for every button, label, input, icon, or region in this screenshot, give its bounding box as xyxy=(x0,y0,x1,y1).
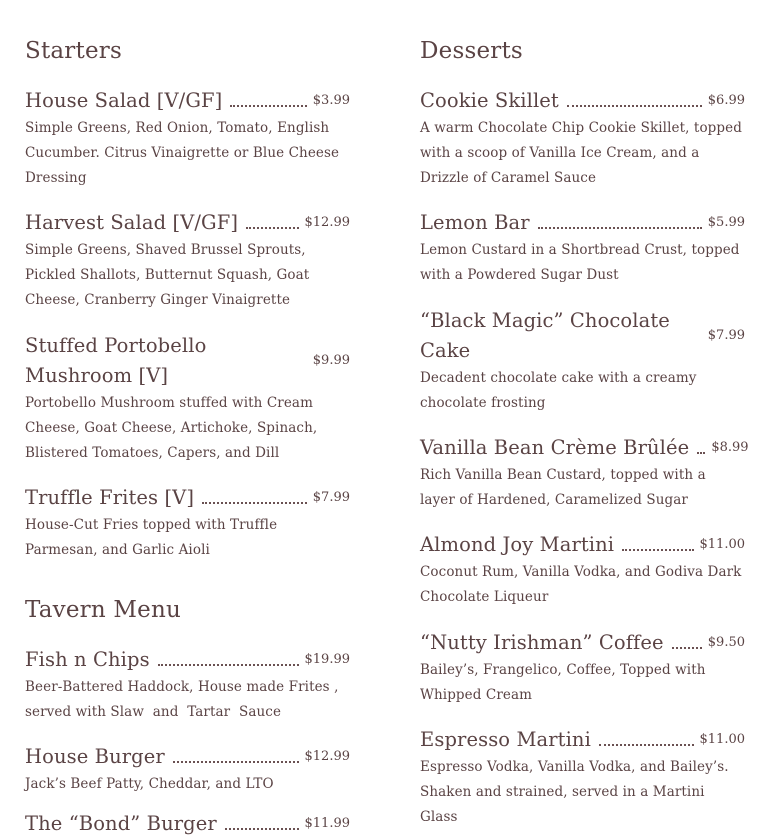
dot-leader xyxy=(697,452,705,454)
item-description: Lemon Custard in a Shortbread Crust, topped with a Powdered Sugar Dust xyxy=(420,242,740,283)
menu-item-truffle-frites xyxy=(25,483,350,563)
item-name: Harvest Salad [V/GF] xyxy=(25,211,239,234)
dot-leader xyxy=(672,647,702,649)
item-name: Fish n Chips xyxy=(25,648,150,671)
item-price: $7.99 xyxy=(707,328,745,343)
menu-item-harvest-salad xyxy=(25,208,350,313)
item-name: Espresso Martini xyxy=(420,728,591,751)
dot-leader xyxy=(225,828,299,830)
item-price: $6.99 xyxy=(707,93,745,108)
item-description: Portobello Mushroom stuffed with Cream Cheese, Goat Cheese, Artichoke, Spinach, Blistered Tomatoes, Capers, and Dill xyxy=(25,395,318,461)
item-price: $3.99 xyxy=(312,93,350,108)
menu-item-nutty-irishman xyxy=(420,628,745,708)
item-price: $12.99 xyxy=(304,215,350,230)
item-name: House Burger xyxy=(25,745,165,768)
item-description: House-Cut Fries topped with Truffle Parmesan, and Garlic Aioli xyxy=(25,517,278,558)
menu-item-black-magic-cake xyxy=(420,306,745,416)
item-price: $11.00 xyxy=(699,732,745,747)
item-name: Stuffed Portobello Mushroom [V] xyxy=(25,334,207,387)
item-name: Truffle Frites [V] xyxy=(25,486,195,509)
dot-leader xyxy=(202,502,307,504)
menu-item-bond-burger xyxy=(25,809,350,839)
item-price: $11.99 xyxy=(304,816,350,831)
item-name: Cookie Skillet xyxy=(420,89,559,112)
item-description: Rich Vanilla Bean Custard, topped with a layer of Hardened, Caramelized Sugar xyxy=(420,467,706,508)
menu-item-almond-joy-martini xyxy=(420,530,745,610)
item-description: Jack’s Beef Patty, Cheddar, and LTO xyxy=(25,776,274,792)
item-price: $7.99 xyxy=(312,490,350,505)
dot-leader xyxy=(599,744,694,746)
dot-leader xyxy=(538,227,702,229)
item-description: Simple Greens, Shaved Brussel Sprouts, Pickled Shallots, Butternut Squash, Goat Cheese, Cranberry Ginger Vinaigrette xyxy=(25,242,310,308)
item-description: Simple Greens, Red Onion, Tomato, English Cucumber. Citrus Vinaigrette or Blue Cheese Dressing xyxy=(25,120,340,186)
dot-leader xyxy=(230,105,306,107)
item-price: $5.99 xyxy=(707,215,745,230)
item-description: Coconut Rum, Vanilla Vodka, and Godiva Dark Chocolate Liqueur xyxy=(420,564,742,605)
item-name: “Black Magic” Chocolate Cake xyxy=(420,309,670,362)
item-price: $9.50 xyxy=(707,635,745,650)
menu-item-house-salad xyxy=(25,86,350,191)
menu-item-espresso-martini xyxy=(420,725,745,830)
section-title-tavern-menu: Tavern Menu xyxy=(25,597,181,623)
section-title-desserts: Desserts xyxy=(420,38,523,64)
item-name: Almond Joy Martini xyxy=(420,533,615,556)
dot-leader xyxy=(158,664,299,666)
item-price: $11.00 xyxy=(699,537,745,552)
item-price: $12.99 xyxy=(304,749,350,764)
menu-item-house-burger xyxy=(25,742,350,797)
item-name: House Salad [V/GF] xyxy=(25,89,223,112)
item-description: Espresso Vodka, Vanilla Vodka, and Bailey’s. Shaken and strained, served in a Martini Glass xyxy=(420,759,729,825)
item-name: Lemon Bar xyxy=(420,211,530,234)
item-price: $8.99 xyxy=(711,440,749,455)
item-name: “Nutty Irishman” Coffee xyxy=(420,631,664,654)
item-description: Bailey’s, Frangelico, Coffee, Topped with Whipped Cream xyxy=(420,662,706,703)
menu-item-creme-brulee xyxy=(420,433,749,513)
item-price: $19.99 xyxy=(304,652,350,667)
item-price: $9.99 xyxy=(312,353,350,368)
item-description: Beer-Battered Haddock, House made Frites , served with Slaw and Tartar Sauce xyxy=(25,679,343,720)
item-name: The “Bond” Burger xyxy=(25,812,217,835)
menu-item-fish-n-chips xyxy=(25,645,350,725)
item-description: A warm Chocolate Chip Cookie Skillet, topped with a scoop of Vanilla Ice Cream, and a Drizzle of Caramel Sauce xyxy=(420,120,742,186)
section-title-starters: Starters xyxy=(25,38,122,64)
dot-leader xyxy=(173,761,299,763)
dot-leader xyxy=(622,549,693,551)
menu-item-stuffed-portobello xyxy=(25,331,350,466)
item-name: Vanilla Bean Crème Brûlée xyxy=(420,436,690,459)
dot-leader xyxy=(246,227,298,229)
menu-item-lemon-bar xyxy=(420,208,745,288)
dot-leader xyxy=(567,105,702,107)
menu-item-cookie-skillet xyxy=(420,86,745,191)
item-description: Decadent chocolate cake with a creamy chocolate frosting xyxy=(420,370,697,411)
